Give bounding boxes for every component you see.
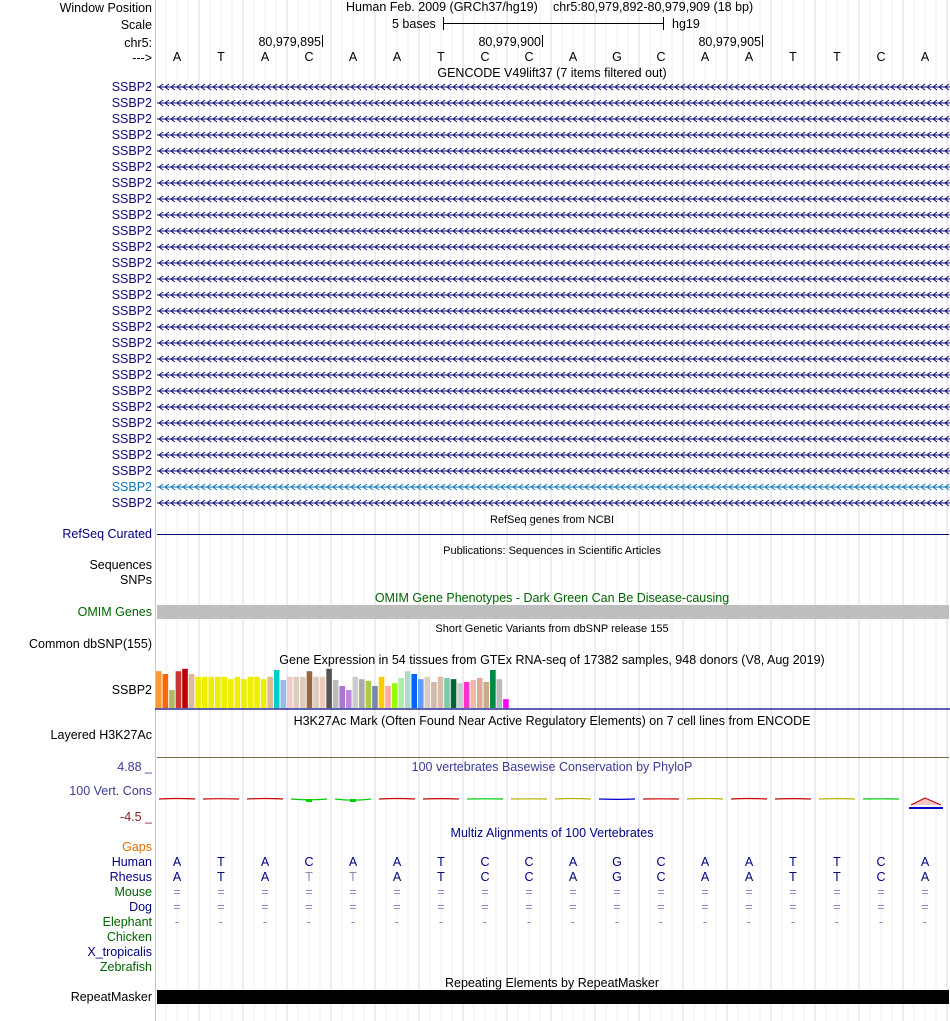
- gencode-gene-label[interactable]: SSBP2: [111, 192, 152, 206]
- dbsnp-track-label[interactable]: Common dbSNP(155): [29, 637, 152, 651]
- gencode-transcript[interactable]: [157, 288, 950, 302]
- multiz-species-label[interactable]: Elephant: [102, 915, 152, 929]
- gencode-gene-label[interactable]: SSBP2: [111, 416, 152, 430]
- repeatmasker-track-title[interactable]: Repeating Elements by RepeatMasker: [444, 976, 660, 990]
- multiz-base: A: [568, 870, 578, 884]
- chrom-label: chr5:: [124, 36, 152, 50]
- refseq-track-title[interactable]: RefSeq genes from NCBI: [489, 514, 615, 526]
- conservation-track-title[interactable]: 100 vertebrates Basewise Conservation by PhyloP: [411, 760, 693, 774]
- window-position: chr5:80,979,892-80,979,909 (18 bp): [553, 0, 754, 14]
- gencode-transcript[interactable]: [157, 80, 950, 94]
- gtex-tissue-bar[interactable]: [379, 677, 385, 708]
- gencode-gene-label[interactable]: SSBP2: [111, 272, 152, 286]
- gencode-transcript[interactable]: [157, 256, 950, 270]
- gencode-gene-label[interactable]: SSBP2: [111, 352, 152, 366]
- multiz-base: T: [833, 855, 841, 869]
- multiz-base: T: [217, 870, 225, 884]
- multiz-base: G: [612, 855, 622, 869]
- multiz-base: C: [656, 870, 666, 884]
- gtex-tissue-bar[interactable]: [235, 677, 241, 708]
- multiz-base: =: [921, 900, 929, 914]
- gencode-gene-label[interactable]: SSBP2: [111, 384, 152, 398]
- multiz-base: =: [349, 900, 357, 914]
- multiz-base: =: [789, 900, 797, 914]
- multiz-base: =: [173, 900, 181, 914]
- gtex-tissue-bar[interactable]: [163, 674, 169, 708]
- gencode-gene-label[interactable]: SSBP2: [111, 288, 152, 302]
- omim-track-label[interactable]: OMIM Genes: [77, 605, 152, 619]
- gencode-transcript[interactable]: [157, 176, 950, 190]
- gtex-tissue-bar[interactable]: [359, 679, 365, 708]
- multiz-base: =: [789, 885, 797, 899]
- gtex-tissue-bar[interactable]: [411, 674, 417, 708]
- multiz-base: T: [789, 855, 797, 869]
- multiz-species-label[interactable]: Dog: [129, 900, 152, 914]
- multiz-base: -: [878, 915, 884, 929]
- multiz-base: =: [613, 900, 621, 914]
- gencode-gene-label[interactable]: SSBP2: [111, 304, 152, 318]
- multiz-base: =: [525, 885, 533, 899]
- gtex-tissue-bar[interactable]: [418, 679, 424, 708]
- gtex-tissue-bar[interactable]: [385, 686, 391, 708]
- gencode-gene-label[interactable]: SSBP2: [111, 128, 152, 142]
- scale-bar: [443, 17, 664, 31]
- multiz-base: A: [744, 855, 754, 869]
- gtex-tissue-bar[interactable]: [398, 678, 404, 708]
- gtex-track-title[interactable]: Gene Expression in 54 tissues from GTEx RNA-seq of 17382 samples, 948 donors (V8, Aug 2019): [279, 653, 825, 667]
- multiz-base: C: [876, 870, 886, 884]
- gtex-tissue-bar[interactable]: [202, 677, 208, 708]
- repeatmasker-track-label[interactable]: RepeatMasker: [70, 990, 152, 1004]
- multiz-base: -: [438, 915, 444, 929]
- multiz-base: =: [261, 885, 269, 899]
- gtex-tissue-bar[interactable]: [307, 671, 313, 708]
- multiz-base: =: [481, 885, 489, 899]
- gencode-gene-label[interactable]: SSBP2: [111, 400, 152, 414]
- gtex-tissue-bar[interactable]: [182, 669, 188, 708]
- multiz-base: T: [833, 870, 841, 884]
- multiz-base: =: [305, 900, 313, 914]
- gtex-tissue-bar[interactable]: [346, 690, 352, 708]
- gtex-tissue-bar[interactable]: [313, 677, 319, 708]
- conservation-ymax: 4.88 _: [117, 760, 152, 774]
- gencode-transcript[interactable]: [157, 272, 950, 286]
- multiz-base: =: [921, 885, 929, 899]
- base-letter: A: [260, 50, 270, 64]
- multiz-base: C: [524, 870, 534, 884]
- gtex-tissue-bar[interactable]: [287, 677, 293, 708]
- gencode-gene-label[interactable]: SSBP2: [111, 240, 152, 254]
- base-letter: C: [656, 50, 666, 64]
- gencode-gene-label[interactable]: SSBP2: [111, 480, 152, 494]
- gencode-transcript[interactable]: [157, 352, 950, 366]
- gtex-tissue-bar[interactable]: [392, 683, 398, 708]
- gtex-tissue-bar[interactable]: [405, 671, 411, 708]
- gencode-transcript[interactable]: [157, 416, 950, 430]
- multiz-base: =: [349, 885, 357, 899]
- multiz-base: -: [922, 915, 928, 929]
- window-position-label: Window Position: [59, 1, 152, 15]
- multiz-base: =: [657, 885, 665, 899]
- ruler-tick-mark: [322, 35, 323, 47]
- gtex-tissue-bar[interactable]: [425, 677, 431, 708]
- label-splitter[interactable]: [155, 0, 156, 1021]
- assembly-title: Human Feb. 2009 (GRCh37/hg19): [346, 0, 538, 14]
- base-letter: T: [789, 50, 797, 64]
- base-letter: A: [568, 50, 578, 64]
- conservation-track-label[interactable]: 100 Vert. Cons: [69, 784, 152, 798]
- gencode-gene-label[interactable]: SSBP2: [111, 336, 152, 350]
- multiz-base: =: [613, 885, 621, 899]
- publications-track-title[interactable]: Publications: Sequences in Scientific Articles: [443, 545, 661, 557]
- multiz-base: -: [394, 915, 400, 929]
- multiz-base: =: [393, 885, 401, 899]
- gtex-tissue-bar[interactable]: [477, 678, 483, 708]
- multiz-base: A: [920, 855, 930, 869]
- multiz-base: =: [833, 900, 841, 914]
- gencode-gene-label[interactable]: SSBP2: [111, 496, 152, 510]
- multiz-base: =: [745, 900, 753, 914]
- multiz-base: =: [877, 885, 885, 899]
- base-letter: A: [172, 50, 182, 64]
- gtex-tissue-bar[interactable]: [267, 677, 273, 708]
- gencode-gene-label[interactable]: SSBP2: [111, 368, 152, 382]
- multiz-base: C: [524, 855, 534, 869]
- multiz-base: =: [393, 900, 401, 914]
- multiz-base: C: [480, 870, 490, 884]
- multiz-base: A: [172, 855, 182, 869]
- gencode-transcript[interactable]: [157, 384, 950, 398]
- multiz-base: =: [437, 885, 445, 899]
- omim-gene-bar[interactable]: [157, 605, 949, 619]
- conservation-score-mark[interactable]: [159, 799, 195, 800]
- refseq-track-label[interactable]: RefSeq Curated: [62, 527, 152, 541]
- multiz-base: =: [525, 900, 533, 914]
- gencode-transcript[interactable]: [157, 208, 950, 222]
- multiz-base: =: [217, 885, 225, 899]
- gtex-tissue-bar[interactable]: [438, 677, 444, 708]
- gtex-tissue-bar[interactable]: [195, 677, 201, 708]
- gtex-tissue-bar[interactable]: [156, 671, 162, 708]
- multiz-species-label[interactable]: Rhesus: [109, 870, 152, 884]
- gtex-tissue-bar[interactable]: [228, 679, 234, 708]
- h3k27ac-track-title[interactable]: H3K27Ac Mark (Often Found Near Active Regulatory Elements) on 7 cell lines from ENCODE: [293, 714, 811, 728]
- gtex-tissue-bar[interactable]: [300, 677, 306, 708]
- multiz-base: -: [790, 915, 796, 929]
- multiz-base: A: [260, 870, 270, 884]
- gtex-tissue-bar[interactable]: [320, 677, 326, 708]
- multiz-track-title[interactable]: Multiz Alignments of 100 Vertebrates: [450, 826, 654, 840]
- gtex-tissue-bar[interactable]: [366, 681, 372, 708]
- dbsnp-track-title[interactable]: Short Genetic Variants from dbSNP release 155: [435, 623, 669, 635]
- conservation-score-mark[interactable]: [555, 799, 591, 800]
- gtex-tissue-bar[interactable]: [222, 677, 228, 708]
- conservation-score-mark[interactable]: [379, 799, 415, 800]
- gtex-tissue-bar[interactable]: [215, 677, 221, 708]
- gencode-transcript[interactable]: [157, 480, 950, 494]
- ruler-tick-label: 80,979,900: [478, 35, 541, 49]
- multiz-base: T: [789, 870, 797, 884]
- omim-track-title[interactable]: OMIM Gene Phenotypes - Dark Green Can Be Disease-causing: [374, 591, 730, 605]
- multiz-base: -: [482, 915, 488, 929]
- gencode-gene-label[interactable]: SSBP2: [111, 80, 152, 94]
- gencode-transcript[interactable]: [157, 160, 950, 174]
- multiz-base: =: [745, 885, 753, 899]
- multiz-base: -: [174, 915, 180, 929]
- multiz-base: A: [700, 855, 710, 869]
- multiz-gaps-label[interactable]: Gaps: [122, 840, 152, 854]
- multiz-base: =: [701, 885, 709, 899]
- multiz-base: =: [701, 900, 709, 914]
- gencode-gene-label[interactable]: SSBP2: [111, 208, 152, 222]
- h3k27ac-track-label[interactable]: Layered H3K27Ac: [50, 728, 152, 742]
- multiz-base: G: [612, 870, 622, 884]
- gtex-tissue-bar[interactable]: [261, 679, 267, 708]
- multiz-base: =: [173, 885, 181, 899]
- conservation-score-mark[interactable]: [687, 799, 723, 800]
- multiz-base: -: [526, 915, 532, 929]
- gtex-gene-label[interactable]: SSBP2: [111, 683, 152, 697]
- scale-label: Scale: [120, 18, 152, 32]
- gencode-gene-label[interactable]: SSBP2: [111, 432, 152, 446]
- base-letter: G: [612, 50, 622, 64]
- gencode-transcript[interactable]: [157, 112, 950, 126]
- gtex-tissue-bar[interactable]: [464, 682, 470, 708]
- base-letter: C: [876, 50, 886, 64]
- multiz-base: C: [876, 855, 886, 869]
- base-letter: A: [700, 50, 710, 64]
- multiz-base: -: [614, 915, 620, 929]
- gtex-tissue-bar[interactable]: [353, 677, 359, 708]
- gencode-gene-label[interactable]: SSBP2: [111, 176, 152, 190]
- gencode-gene-label[interactable]: SSBP2: [111, 448, 152, 462]
- multiz-base: A: [920, 870, 930, 884]
- multiz-base: -: [262, 915, 268, 929]
- gencode-transcript[interactable]: [157, 320, 950, 334]
- gtex-tissue-bar[interactable]: [431, 682, 437, 708]
- gencode-transcript[interactable]: [157, 240, 950, 254]
- ruler-tick-label: 80,979,905: [698, 35, 761, 49]
- gtex-tissue-bar[interactable]: [274, 670, 280, 708]
- gencode-transcript[interactable]: [157, 224, 950, 238]
- multiz-base: -: [746, 915, 752, 929]
- gtex-tissue-bar[interactable]: [339, 686, 345, 708]
- gtex-tissue-bar[interactable]: [497, 679, 503, 708]
- conservation-peak[interactable]: [911, 798, 941, 805]
- gencode-track-title[interactable]: GENCODE V49lift37 (7 items filtered out): [437, 66, 667, 80]
- gtex-tissue-bar[interactable]: [254, 677, 260, 708]
- multiz-base: A: [392, 855, 402, 869]
- multiz-base: A: [348, 855, 358, 869]
- multiz-base: =: [657, 900, 665, 914]
- multiz-base: =: [569, 900, 577, 914]
- multiz-base: -: [834, 915, 840, 929]
- ruler-tick-mark: [542, 35, 543, 47]
- base-letter: A: [920, 50, 930, 64]
- gtex-tissue-bar[interactable]: [189, 674, 195, 708]
- multiz-species-label[interactable]: X_tropicalis: [87, 945, 152, 959]
- multiz-base: =: [305, 885, 313, 899]
- multiz-species-label[interactable]: Mouse: [114, 885, 152, 899]
- multiz-base: T: [437, 855, 445, 869]
- gtex-tissue-bar[interactable]: [333, 680, 339, 708]
- ruler-tick-mark: [762, 35, 763, 47]
- gtex-tissue-bar[interactable]: [176, 671, 182, 708]
- gtex-tissue-bar[interactable]: [241, 679, 247, 708]
- gtex-tissue-bar[interactable]: [294, 677, 300, 708]
- conservation-score-mark[interactable]: [731, 799, 767, 800]
- multiz-base: T: [217, 855, 225, 869]
- repeatmasker-bar[interactable]: [157, 990, 949, 1004]
- sequences-label[interactable]: Sequences: [89, 558, 152, 572]
- gtex-tissue-bar[interactable]: [490, 670, 496, 708]
- multiz-base: =: [569, 885, 577, 899]
- multiz-base: -: [306, 915, 312, 929]
- multiz-base: T: [437, 870, 445, 884]
- multiz-species-label[interactable]: Human: [111, 855, 152, 869]
- gencode-gene-label[interactable]: SSBP2: [111, 224, 152, 238]
- multiz-base: C: [656, 855, 666, 869]
- gencode-gene-label[interactable]: SSBP2: [111, 320, 152, 334]
- base-letter: A: [744, 50, 754, 64]
- gtex-expression-chart[interactable]: [155, 667, 950, 712]
- gencode-transcript[interactable]: [157, 400, 950, 414]
- base-letter: C: [304, 50, 314, 64]
- db-name: hg19: [672, 17, 700, 31]
- snps-label[interactable]: SNPs: [120, 573, 152, 587]
- base-letter: T: [217, 50, 225, 64]
- gtex-tissue-bar[interactable]: [248, 677, 254, 708]
- multiz-base: -: [702, 915, 708, 929]
- multiz-base: A: [568, 855, 578, 869]
- multiz-base: T: [349, 870, 357, 884]
- gencode-transcript[interactable]: [157, 464, 950, 478]
- multiz-base: A: [260, 855, 270, 869]
- base-letter: T: [437, 50, 445, 64]
- base-letter: A: [392, 50, 402, 64]
- gencode-transcript[interactable]: [157, 448, 950, 462]
- gtex-tissue-bar[interactable]: [280, 680, 286, 708]
- gtex-tissue-bar[interactable]: [503, 699, 509, 708]
- multiz-base: -: [218, 915, 224, 929]
- multiz-base: =: [437, 900, 445, 914]
- gencode-transcript[interactable]: [157, 128, 950, 142]
- multiz-base: A: [392, 870, 402, 884]
- base-letter: T: [833, 50, 841, 64]
- multiz-base: =: [217, 900, 225, 914]
- gencode-gene-label[interactable]: SSBP2: [111, 256, 152, 270]
- multiz-base: A: [744, 870, 754, 884]
- multiz-base: -: [350, 915, 356, 929]
- h3k27ac-baseline: [157, 757, 949, 758]
- gtex-tissue-bar[interactable]: [169, 690, 175, 708]
- gencode-gene-label[interactable]: SSBP2: [111, 112, 152, 126]
- gencode-transcript[interactable]: [157, 304, 950, 318]
- scale-text: 5 bases: [392, 17, 436, 31]
- multiz-species-label[interactable]: Chicken: [106, 930, 152, 944]
- gencode-transcript[interactable]: [157, 144, 950, 158]
- conservation-ymin: -4.5 _: [120, 810, 152, 824]
- gtex-tissue-bar[interactable]: [457, 683, 463, 708]
- gtex-tissue-bar[interactable]: [444, 678, 450, 708]
- gencode-transcript[interactable]: [157, 496, 950, 510]
- gtex-tissue-bar[interactable]: [451, 679, 457, 708]
- multiz-base: =: [261, 900, 269, 914]
- base-letter: C: [524, 50, 534, 64]
- gtex-tissue-bar[interactable]: [470, 680, 476, 708]
- strand-label: --->: [132, 51, 152, 65]
- multiz-base: T: [305, 870, 313, 884]
- ruler-tick-label: 80,979,895: [258, 35, 321, 49]
- multiz-base: =: [877, 900, 885, 914]
- base-letter: A: [348, 50, 358, 64]
- gencode-gene-label[interactable]: SSBP2: [111, 96, 152, 110]
- conservation-wiggle[interactable]: [155, 770, 950, 826]
- gencode-transcript[interactable]: [157, 368, 950, 382]
- gtex-tissue-bar[interactable]: [326, 669, 332, 708]
- multiz-base: -: [570, 915, 576, 929]
- base-letter: C: [480, 50, 490, 64]
- gencode-transcript[interactable]: [157, 96, 950, 110]
- gencode-gene-label[interactable]: SSBP2: [111, 160, 152, 174]
- gtex-tissue-bar[interactable]: [208, 677, 214, 708]
- gencode-transcript[interactable]: [157, 432, 950, 446]
- multiz-base: -: [658, 915, 664, 929]
- multiz-base: A: [172, 870, 182, 884]
- gencode-transcript[interactable]: [157, 336, 950, 350]
- multiz-base: A: [700, 870, 710, 884]
- multiz-base: =: [481, 900, 489, 914]
- gencode-gene-label[interactable]: SSBP2: [111, 464, 152, 478]
- gtex-tissue-bar[interactable]: [372, 686, 378, 708]
- gencode-transcript[interactable]: [157, 192, 950, 206]
- multiz-base: C: [480, 855, 490, 869]
- multiz-species-label[interactable]: Zebrafish: [99, 960, 152, 974]
- multiz-base: C: [304, 855, 314, 869]
- multiz-base: =: [833, 885, 841, 899]
- refseq-gene-line[interactable]: [157, 534, 949, 535]
- gencode-gene-label[interactable]: SSBP2: [111, 144, 152, 158]
- conservation-score-mark[interactable]: [247, 799, 283, 800]
- gtex-tissue-bar[interactable]: [484, 682, 490, 708]
